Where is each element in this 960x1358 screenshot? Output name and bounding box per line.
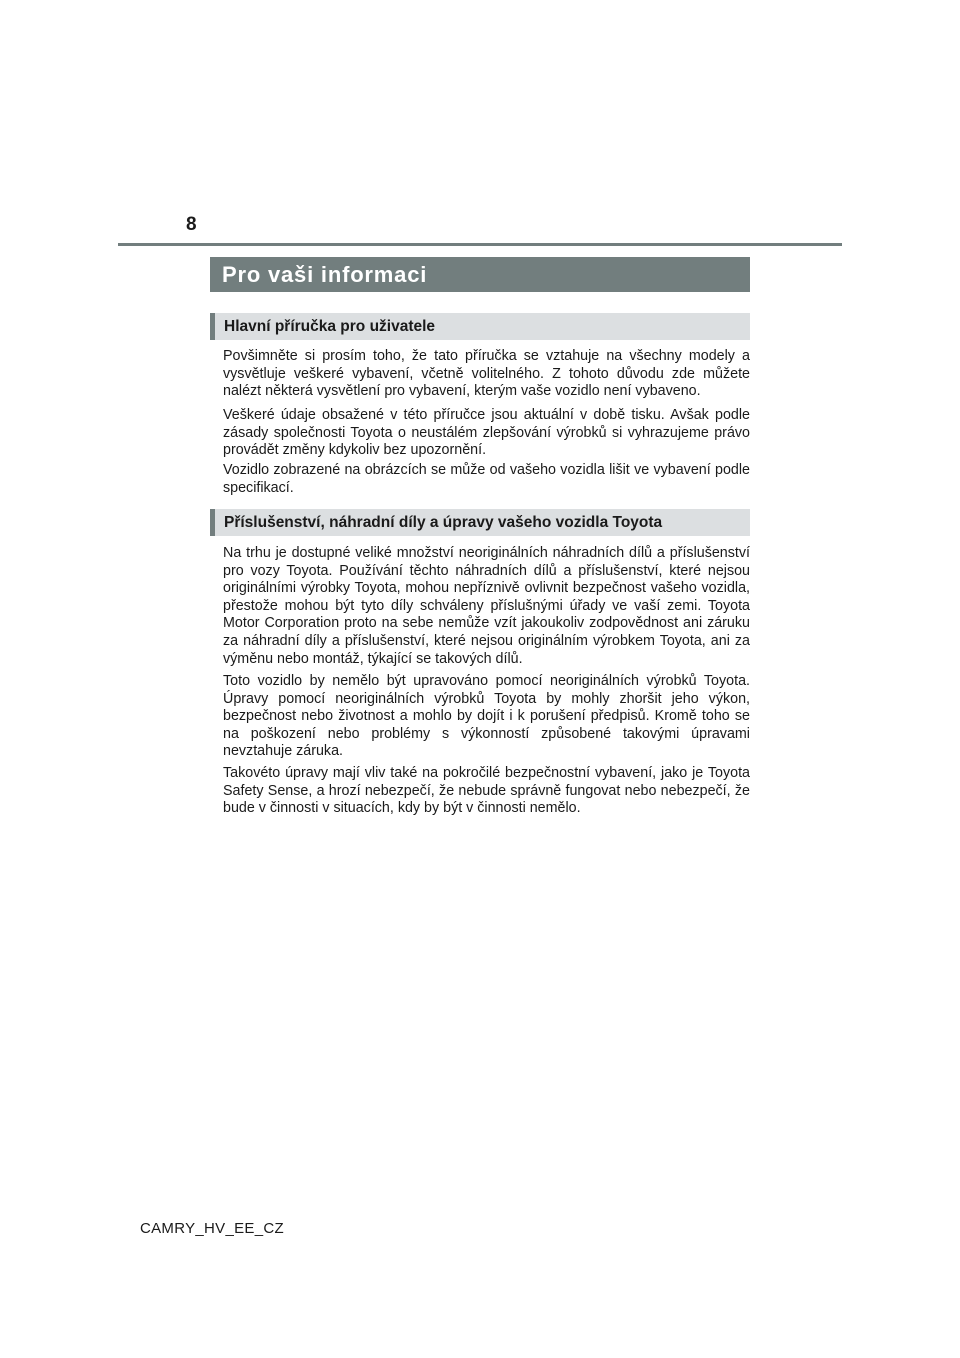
paragraph: Takovéto úpravy mají vliv také na pokročilé bezpečnostní vybavení, jako je Toyota Safety Sense, a hrozí nebezpečí, že nebude správně fungovat nebo nebezpečí, že bude v činnosti v situacích, kdy by být v činnosti nemělo. bbox=[223, 765, 750, 817]
page-number: 8 bbox=[186, 214, 197, 235]
paragraph: Na trhu je dostupné veliké množství neoriginálních náhradních dílů a příslušenství pro vozy Toyota. Používání těchto náhradních dílů a příslušenství, které nejsou originálními výrobky Toyota, mohou nepříznivě ovlivnit bezpečnost vašeho vozidla, přestože mohou být tyto díly schváleny příslušnými úřady ve vaší zemi. Toyota Motor Corporation proto na sebe nemůže vzít jakoukoliv zodpovědnost ani záruku za náhradní díly a příslušenství, které nejsou originálním výrobkem Toyota, ani za výměnu nebo montáž, týkající se takových dílů. bbox=[223, 545, 750, 667]
section-title: Příslušenství, náhradní díly a úpravy vašeho vozidla Toyota bbox=[224, 514, 663, 531]
paragraph: Vozidlo zobrazené na obrázcích se může od vašeho vozidla lišit ve vybavení podle specifikací. bbox=[223, 462, 750, 496]
paragraph: Toto vozidlo by nemělo být upravováno pomocí neoriginálních výrobků Toyota. Úpravy pomocí neoriginálních výrobků Toyota by mohly zhoršit jeho výkon, bezpečnost nebo životnost a mohlo by dojít i k porušení předpisů. Kromě toho se na poškození nebo problémy s výkonností způsobené takovými úpravami nevztahuje záruka. bbox=[223, 673, 750, 760]
chapter-title: Pro vaši informaci bbox=[222, 262, 428, 287]
paragraph: Povšimněte si prosím toho, že tato příručka se vztahuje na všechny modely a vysvětluje veškeré vybavení, včetně volitelného. Z tohoto důvodu zde můžete nalézt některá vysvětlení pro vybavení, kterým vaše vozidlo není vybaveno. bbox=[223, 348, 750, 400]
header-rule bbox=[118, 243, 842, 246]
section-header-main-manual bbox=[210, 313, 750, 340]
chapter-banner bbox=[210, 257, 750, 292]
document-code: CAMRY_HV_EE_CZ bbox=[140, 1220, 284, 1237]
section-header-accessories bbox=[210, 509, 750, 536]
section-title: Hlavní příručka pro uživatele bbox=[224, 318, 436, 335]
paragraph: Veškeré údaje obsažené v této příručce jsou aktuální v době tisku. Avšak podle zásady společnosti Toyota o neustálém zlepšování výrobků si vyhrazujeme právo provádět změny kdykoliv bez upozornění. bbox=[223, 407, 750, 459]
